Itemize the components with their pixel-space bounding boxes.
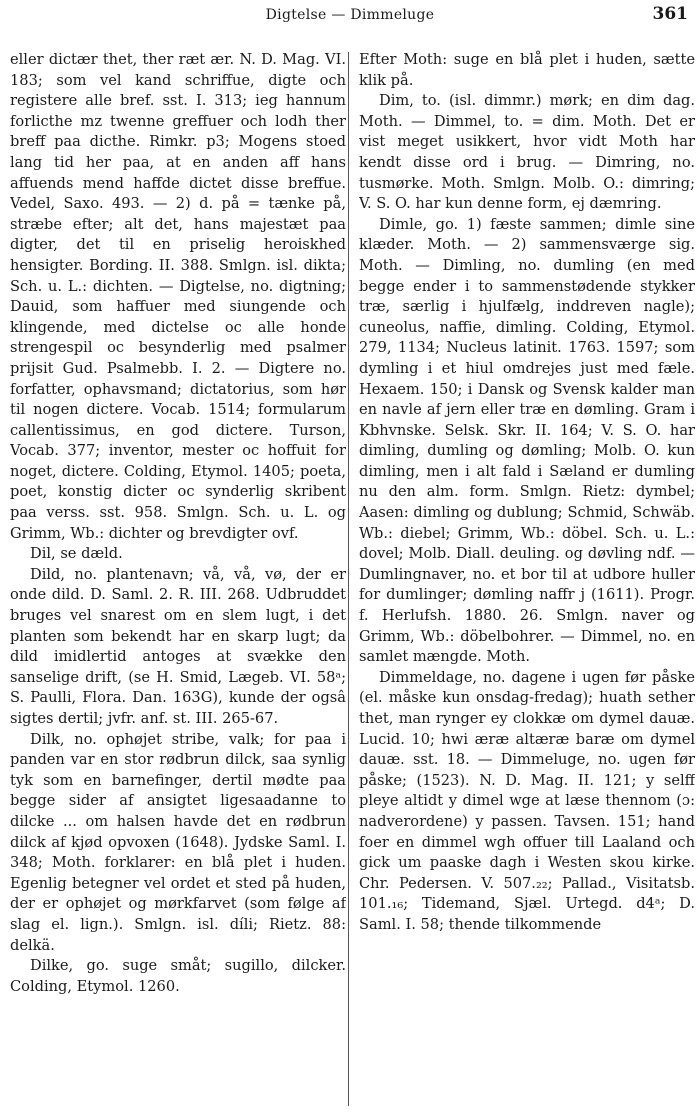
right-column: [359, 50, 695, 1110]
entry-paragraph: Dimle, go. 1) fæste sammen; dimle sine klæder. Moth. — 2) sammensværge sig. Moth. — Dimling, no. dumling (en med begge ender i to sammenstødende stykker træ, særlig i hjulfælg, inddreven nagle); cuneolus, naffie, dimling. Colding, Etymol. 279, 1134; Nucleus latinit. 1763. 1597; som dymling i et hiul omdrejes just med fæle. Hexaem. 150; i Dansk og Svensk kalder man en navle af jern eller træ en dømling. Gram i Kbhvnske. Selsk. Skr. II. 164; V. S. O. har dimling, dumling og dømling; Molb. O. kun dimling, men i alt fald i Sæland er dumling nu den alm. form. Smlgn. Rietz: dymbel; Aasen: dimling og dublung; Schmid, Schwäb. Wb.: diebel; Grimm, Wb.: döbel. Sch. u. L.: dovel; Molb. Diall. deuling. og døvling ndf. — Dumlingnaver, no. et bor til at udbore huller for dumlinger; dømling naffr j (1611). Progr. f. Herlufsh. 1880. 26. Smlgn. naver og Grimm, Wb.: döbelbohrer. — Dimmel, no. en samlet mængde. Moth.: [359, 215, 695, 666]
column-divider: [348, 52, 349, 1106]
entry-paragraph: Dild, no. plantenavn; vå, vå, vø, der er onde dild. D. Saml. 2. R. III. 268. Udbruddet bruges vel snarest om en slem lugt, i det planten som bekendt har en skarp lugt; da dild imidlertid antoges at svække den sanselige drift, (se H. Smid, Lægeb. VI. 58ᵃ; S. Paulli, Flora. Dan. 163G), kunde der ogsâ sigtes dertil; jvfr. anf. st. III. 265-67.: [10, 565, 346, 727]
entry-paragraph: Dil, se dæld.: [30, 545, 123, 563]
entry-paragraph: Efter Moth: suge en blå plet i huden, sætte klik på.: [359, 51, 695, 89]
entry-paragraph: Dim, to. (isl. dimmr.) mørk; en dim dag. Moth. — Dimmel, to. = dim. Moth. Det er vist meget usikkert, hvor vidt Moth har kendt disse ord i brug. — Dimring, no. tusmørke. Moth. Smlgn. Molb. O.: dimring; V. S. O. har kun denne form, ej dæmring.: [359, 92, 695, 213]
entry-paragraph: eller dictær thet, ther ræt ær. N. D. Mag. VI. 183; som vel kand schriffue, digte och registere alle bref. sst. I. 313; ieg hannum forlicthe mz twenne greffuer och lodh ther breff paa dicthe. Rimkr. p3; Mogens stoed lang tid her paa, at en anden aff hans affuends mend haffde dictet disse breffue. Vedel, Saxo. 493. — 2) d. på = tænke på, stræbe efter; alt det, hans majestæt paa digter, det til en priselig heroiskhed hensigter. Bording. II. 388. Smlgn. isl. dikta; Sch. u. L.: dichten. — Digtelse, no. digtning; Dauid, som haffuer med siungende och klingende, med dictelse oc alle honde strengespil oc besynderlig med psalmer prijsit Gud. Psalmebb. I. 2. — Digtere no. forfatter, ophavsmand; dictatorius, som hør til nogen dictere. Vocab. 1514; formularum callentissimus, en god dictere. Turson, Vocab. 377; inventor, mester oc hoffuit for noget, dictere. Colding, Etymol. 1405; poeta, poet, konstig dicter oc synderlig skribent paa verss. sst. 958. Smlgn. Sch. u. L. og Grimm, Wb.: dichter og brevdigter ovf.: [10, 51, 346, 542]
entry-paragraph: Dilke, go. suge småt; sugillo, dilcker. Colding, Etymol. 1260.: [10, 957, 346, 995]
entry-paragraph: Dimmeldage, no. dagene i ugen før påske (el. måske kun onsdag-fredag); huath sether thet, man rynger ey clokkæ om dymel dauæ. Lucid. 10; hwi æræ altæræ baræ om dymel dauæ. sst. 18. — Dimmeluge, no. ugen før påske; (1523). N. D. Mag. II. 121; y selff pleye altidt y dimel wge at læse thennom (ɔ: nadverordene) y passen. Tavsen. 151; hand foer en dimmel wgh offuer till Laaland och gick um paaske dagh i Westen skou kirke. Chr. Pedersen. V. 507.₂₂; Pallad., Visitatsb. 101.₁₆; Tidemand, Sjæl. Urtegd. d4ᵃ; D. Saml. I. 58; thende tilkommende: [359, 668, 695, 933]
running-head: Digtelse — Dimmeluge: [265, 7, 435, 23]
left-column: [10, 50, 346, 1110]
page-header: [0, 0, 700, 40]
page-number: 361: [652, 4, 688, 24]
entry-paragraph: Dilk, no. ophøjet stribe, valk; for paa i panden var en stor rødbrun dilck, saa synlig tyk som en barnefinger, dertil mødte paa begge sider af ansigtet ligesaadanne to dilcke ... om halsen havde det en rødbrun dilck af kjød opvoxen (1648). Jydske Saml. I. 348; Moth. forklarer: en blå plet i huden. Egenlig betegner vel ordet et sted på huden, der er ophøjet og mørkfarvet (som følge af slag el. lign.). Smlgn. isl. díli; Rietz. 88: delkä.: [10, 730, 346, 954]
